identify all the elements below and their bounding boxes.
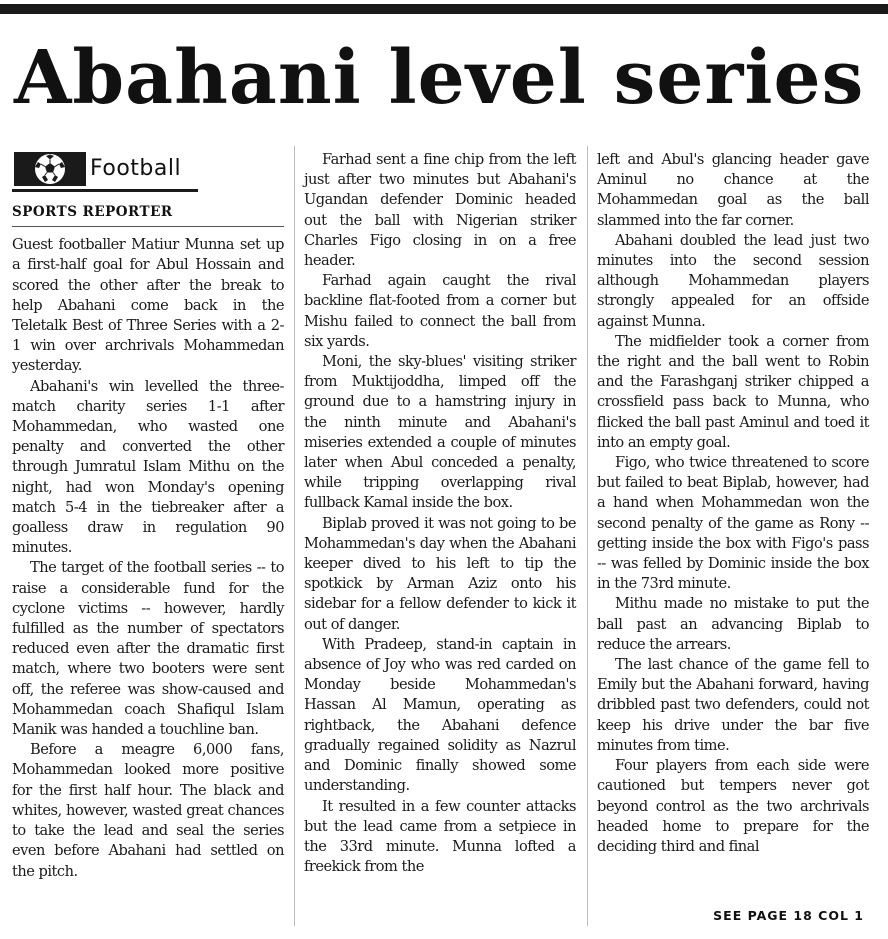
kicker-underline <box>12 189 198 192</box>
headline: Abahani level series <box>14 35 865 121</box>
paragraph: Figo, who twice threatened to score but failed to beat Biplab, however, had a hand when Mohammedan won the second penalty of the game as Rony -- getting inside the box with Figo's pass -- was felled by Dominic inside the box in the 73rd minute. <box>597 454 869 593</box>
continuation-note: SEE PAGE 18 COL 1 <box>713 908 864 923</box>
paragraph: left and Abul's glancing header gave Aminul no chance at the Mohammedan goal as the ball slammed into the far corner. <box>597 151 869 229</box>
column-divider <box>294 146 295 926</box>
paragraph: Four players from each side were cautioned but tempers never got beyond control as the two archrivals headed home to prepare for the deciding third and final <box>597 757 869 855</box>
paragraph: Moni, the sky-blues' visiting striker from Muktijoddha, limped off the ground due to a hamstring injury in the ninth minute and Abahani's miseries extended a couple of minutes later when Abul conceded a penalty, while tripping overlapping rival fullback Kamal inside the box. <box>304 353 576 512</box>
paragraph: Biplab proved it was not going to be Mohammedan's day when the Abahani keeper dived to his left to tip the spotkick by Arman Aziz onto his sidebar for a fellow defender to kick it out of danger. <box>304 514 576 633</box>
section-label: Football <box>90 155 182 181</box>
article-column-2 <box>304 150 576 877</box>
paragraph: The target of the football series -- to raise a considerable fund for the cyclone victims -- however, hardly fulfilled as the number of spectators reduced even after the dramatic first match, where two booters were sent off, the referee was show-caused and Mohammedan coach Shafiqul Islam Manik was handed a touchline ban. <box>12 559 284 739</box>
paragraph: It resulted in a few counter attacks but the lead came from a setpiece in the 33rd minute. Munna lofted a freekick from the <box>304 797 576 876</box>
paragraph: Abahani doubled the lead just two minutes into the second session although Mohammedan players strongly appealed for an offside against Munna. <box>597 231 869 330</box>
paragraph: The last chance of the game fell to Emily but the Abahani forward, having dribbled past two defenders, could not keep his drive under the bar five minutes from time. <box>597 656 869 754</box>
top-rule <box>0 4 888 14</box>
section-kicker <box>12 146 284 192</box>
paragraph: Farhad sent a fine chip from the left just after two minutes but Abahani's Ugandan defender Dominic headed out the ball with Nigerian striker Charles Figo closing in on a free header. <box>304 151 576 270</box>
article-column-3 <box>597 150 869 857</box>
paragraph: Before a meagre 6,000 fans, Mohammedan looked more positive for the first half hour. The black and whites, however, wasted great chances to take the lead and seal the series even before Abahani had settled on the pitch. <box>12 741 284 880</box>
paragraph: Mithu made no mistake to put the ball past an advancing Biplab to reduce the arrears. <box>597 595 869 653</box>
football-icon <box>14 152 86 186</box>
paragraph: Guest footballer Matiur Munna set up a first-half goal for Abul Hossain and scored the other after the break to help Abahani come back in the Teletalk Best of Three Series with a 2-1 win over archrivals Mohammedan yesterday. <box>12 236 284 375</box>
paragraph: Abahani's win levelled the three-match charity series 1-1 after Mohammedan, who wasted one penalty and converted the other through Jumratul Islam Mithu on the night, had won Monday's opening match 5-4 in the tiebreaker after a goalless draw in regulation 90 minutes. <box>12 377 284 557</box>
paragraph: The midfielder took a corner from the right and the ball went to Robin and the Farashganj striker chipped a crossfield pass back to Munna, who flicked the ball past Aminul and toed it into an empty goal. <box>597 332 869 451</box>
paragraph: Farhad again caught the rival backline flat-footed from a corner but Mishu failed to connect the ball from six yards. <box>304 272 576 350</box>
paragraph: With Pradeep, stand-in captain in absence of Joy who was red carded on Monday beside Mohammedan's Hassan Al Mamun, operating as rightback, the Abahani defence gradually regained solidity as Nazrul and Dominic finally showed some understanding. <box>304 635 576 795</box>
article-column-1 <box>12 146 284 882</box>
column-divider <box>587 146 588 926</box>
byline: SPORTS REPORTER <box>12 202 284 227</box>
